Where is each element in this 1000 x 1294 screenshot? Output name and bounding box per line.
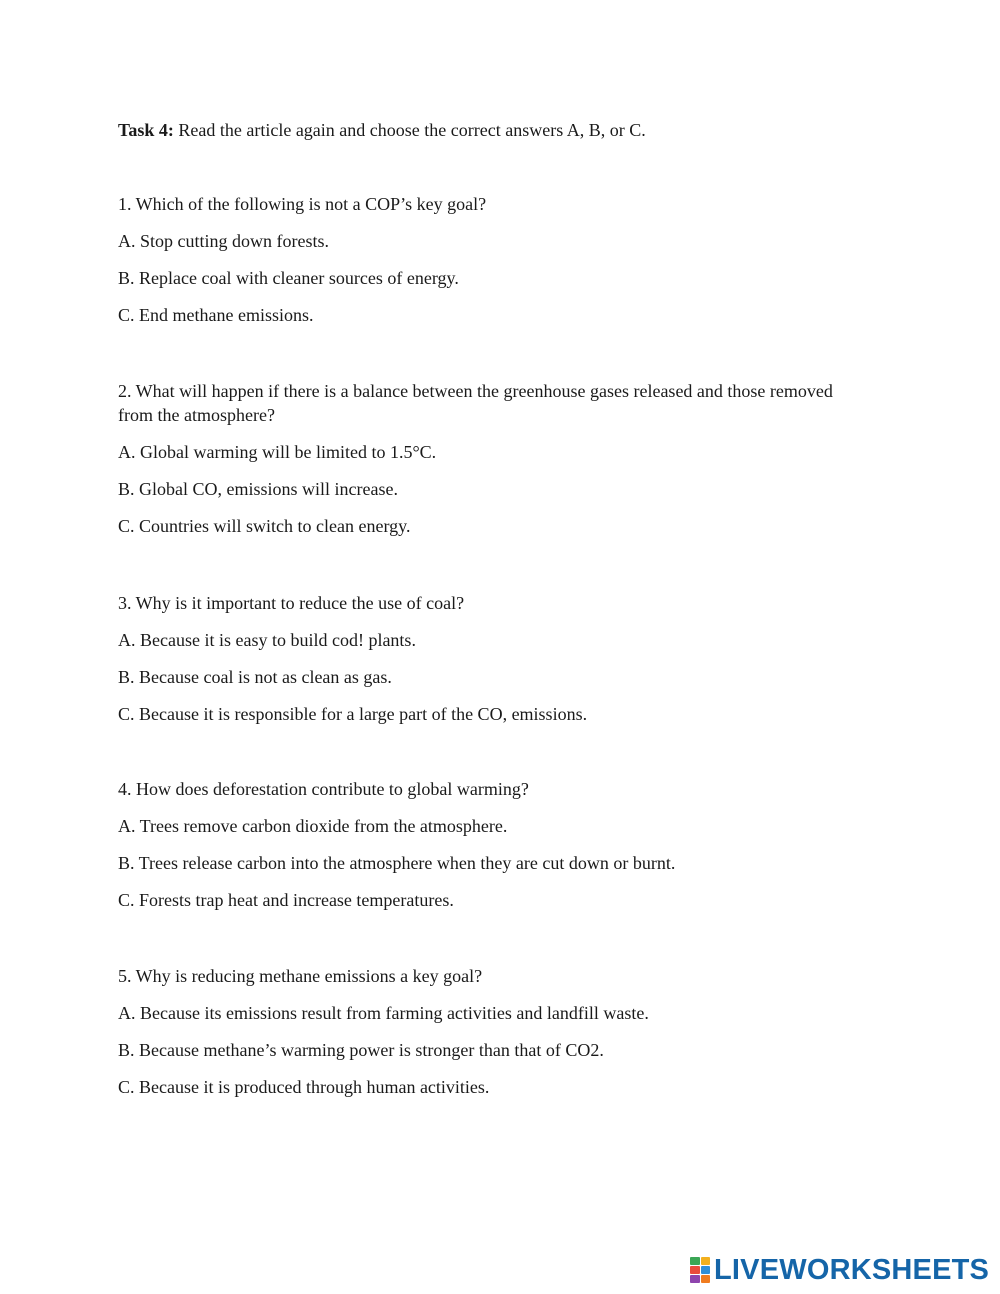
question-stem: 5. Why is reducing methane emissions a key goal? — [118, 966, 483, 986]
liveworksheets-logo-icon — [690, 1257, 710, 1283]
task-label: Task 4: — [118, 120, 174, 140]
answer-option-b[interactable]: B. Because methane’s warming power is stronger than that of CO2. — [118, 1040, 604, 1060]
answer-option-c[interactable]: C. Countries will switch to clean energy. — [118, 516, 411, 536]
task-instruction-text: Read the article again and choose the correct answers A, B, or C. — [173, 120, 646, 140]
answer-option-a[interactable]: A. Global warming will be limited to 1.5°C. — [118, 442, 437, 462]
answer-option-a[interactable]: A. Because its emissions result from farming activities and landfill waste. — [118, 1003, 649, 1023]
task-instruction — [118, 118, 646, 142]
question-stem: 4. How does deforestation contribute to global warming? — [118, 779, 529, 799]
liveworksheets-logo — [690, 1254, 989, 1286]
answer-option-b[interactable]: B. Trees release carbon into the atmosphere when they are cut down or burnt. — [118, 853, 676, 873]
answer-option-b[interactable]: B. Global CO, emissions will increase. — [118, 479, 398, 499]
question-2 — [118, 379, 858, 551]
question-stem: 3. Why is it important to reduce the use of coal? — [118, 593, 465, 613]
question-4 — [118, 777, 858, 925]
answer-option-c[interactable]: C. End methane emissions. — [118, 305, 314, 325]
brand-name: LIVEWORKSHEETS — [714, 1253, 990, 1286]
answer-option-a[interactable]: A. Because it is easy to build cod! plants. — [118, 630, 416, 650]
question-stem: 1. Which of the following is not a COP’s key goal? — [118, 194, 487, 214]
answer-option-a[interactable]: A. Trees remove carbon dioxide from the atmosphere. — [118, 816, 508, 836]
answer-option-b[interactable]: B. Because coal is not as clean as gas. — [118, 667, 392, 687]
answer-option-a[interactable]: A. Stop cutting down forests. — [118, 231, 329, 251]
question-3 — [118, 591, 858, 739]
answer-option-c[interactable]: C. Because it is produced through human activities. — [118, 1077, 490, 1097]
answer-option-c[interactable]: C. Because it is responsible for a large part of the CO, emissions. — [118, 704, 588, 724]
question-stem: 2. What will happen if there is a balance between the greenhouse gases released and those removed from the atmosphere? — [118, 381, 833, 425]
question-5 — [118, 964, 858, 1112]
answer-option-b[interactable]: B. Replace coal with cleaner sources of energy. — [118, 268, 459, 288]
question-1 — [118, 192, 858, 340]
answer-option-c[interactable]: C. Forests trap heat and increase temperatures. — [118, 890, 454, 910]
